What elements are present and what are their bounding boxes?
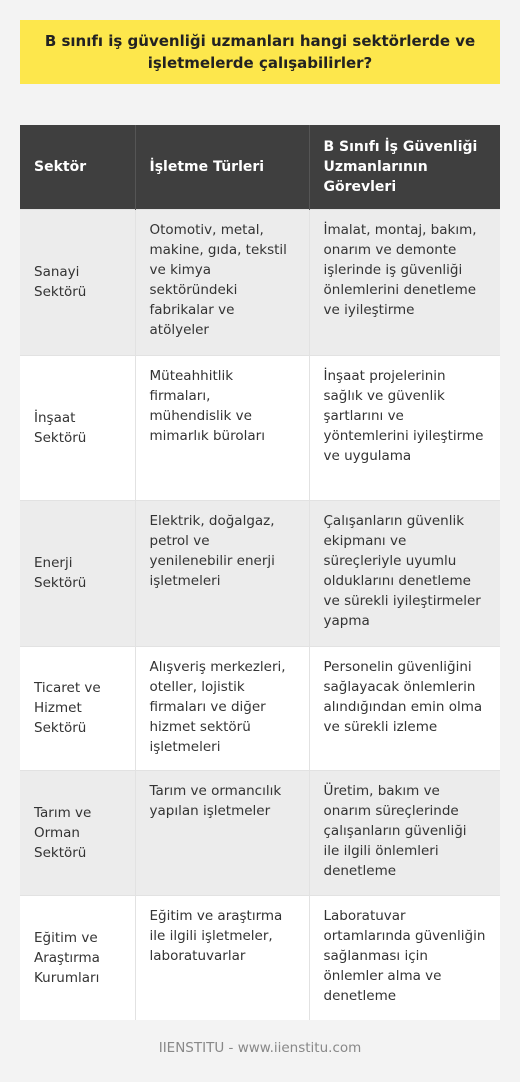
sector-cell: İnşaat Sektörü — [20, 355, 135, 500]
title-banner — [20, 20, 500, 84]
header-duties: B Sınıfı İş Güvenliği Uzmanlarının Görevleri — [309, 125, 500, 209]
duties-cell: Personelin güvenliğini sağlayacak önlemlerin alındığından emin olma ve sürekli izleme — [309, 646, 500, 770]
duties-cell: Laboratuvar ortamlarında güvenliğin sağlanması için önlemler alma ve denetleme — [309, 895, 500, 1020]
sector-cell: Ticaret ve Hizmet Sektörü — [20, 646, 135, 770]
duties-cell: İmalat, montaj, bakım, onarım ve demonte işlerinde iş güvenliği önlemlerini denetleme ve iyileştirme — [309, 209, 500, 355]
header-sector: Sektör — [20, 125, 135, 209]
header-business-types: İşletme Türleri — [135, 125, 309, 209]
sector-cell: Eğitim ve Araştırma Kurumları — [20, 895, 135, 1020]
sector-cell: Enerji Sektörü — [20, 500, 135, 646]
sector-cell: Sanayi Sektörü — [20, 209, 135, 355]
business-types-cell: Eğitim ve araştırma ile ilgili işletmeler, laboratuvarlar — [135, 895, 309, 1020]
duties-cell: Çalışanların güvenlik ekipmanı ve süreçleriyle uyumlu olduklarını denetleme ve sürekli iyileştirmeler yapma — [309, 500, 500, 646]
duties-cell: İnşaat projelerinin sağlık ve güvenlik şartlarını ve yöntemlerini iyileştirme ve uygulama — [309, 355, 500, 500]
sectors-table — [20, 125, 500, 1020]
table-row — [20, 895, 500, 1020]
table-header-row — [20, 125, 500, 209]
business-types-cell: Müteahhitlik firmaları, mühendislik ve mimarlık büroları — [135, 355, 309, 500]
page-title: B sınıfı iş güvenliği uzmanları hangi sektörlerde ve işletmelerde çalışabilirler? — [44, 32, 476, 72]
sector-cell: Tarım ve Orman Sektörü — [20, 770, 135, 895]
business-types-cell: Alışveriş merkezleri, oteller, lojistik firmaları ve diğer hizmet sektörü işletmeleri — [135, 646, 309, 770]
table-row — [20, 500, 500, 646]
table-row — [20, 355, 500, 500]
business-types-cell: Tarım ve ormancılık yapılan işletmeler — [135, 770, 309, 895]
business-types-cell: Elektrik, doğalgaz, petrol ve yenilenebilir enerji işletmeleri — [135, 500, 309, 646]
business-types-cell: Otomotiv, metal, makine, gıda, tekstil ve kimya sektöründeki fabrikalar ve atölyeler — [135, 209, 309, 355]
duties-cell: Üretim, bakım ve onarım süreçlerinde çalışanların güvenliği ile ilgili önlemleri denetleme — [309, 770, 500, 895]
table-row — [20, 209, 500, 355]
footer-credit: IIENSTITU - www.iienstitu.com — [158, 1040, 362, 1056]
table-row — [20, 770, 500, 895]
table-row — [20, 646, 500, 770]
